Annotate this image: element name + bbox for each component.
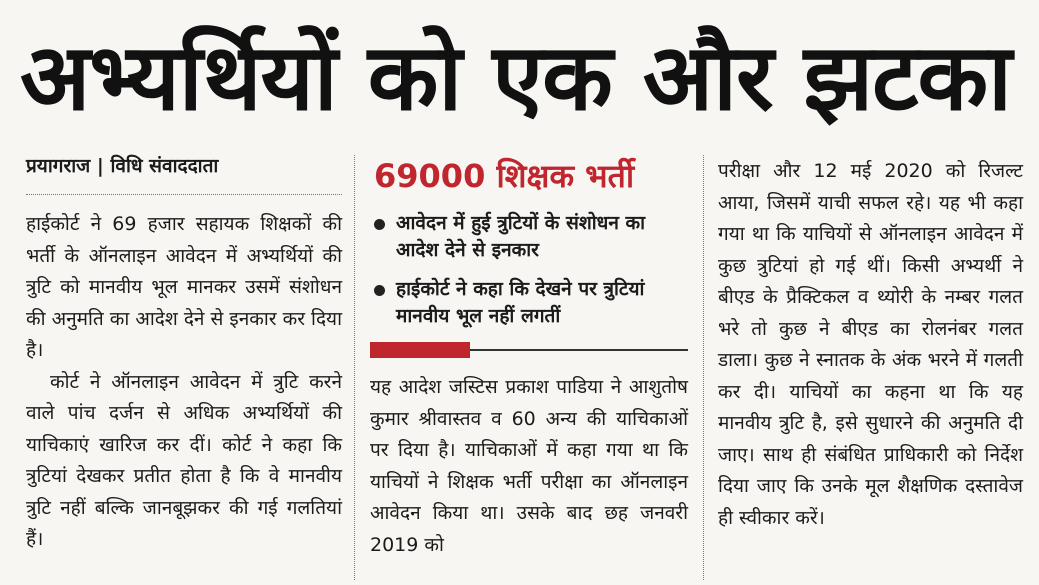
- article-paragraph: कोर्ट ने ऑनलाइन आवेदन में त्रुटि करने वाले पांच दर्जन से अधिक अभ्यर्थियों की याचिकाएं खारिज कर दीं। कोर्ट ने कहा कि त्रुटियां देखकर प्रतीत होता है कि वे मानवीय त्रुटि नहीं बल्कि जानबूझकर की गई गलतियां हैं।: [26, 370, 342, 550]
- highlight-list: [370, 210, 688, 330]
- column-divider: [703, 155, 704, 580]
- byline-author: विधि संवाददाता: [110, 155, 219, 177]
- column-3: [718, 156, 1023, 534]
- article-paragraph: परीक्षा और 12 मई 2020 को रिजल्ट आया, जिसमें याची सफल रहे। यह भी कहा गया था कि याचियों से ऑनलाइन आवेदन में कुछ त्रुटियां हो गई थीं। किसी अभ्यर्थी ने बीएड के प्रैक्टिकल व थ्योरी के नम्बर गलत भरे तो कुछ ने बीएड का रोलनंबर गलत डाला। कुछ ने स्नातक के अंक भरने में गलती कर दी। याचियों का कहना था कि यह मानवीय त्रुटि है, इसे सुधारने की अनुमति दी जाए। साथ ही संबंधित प्राधिकारी को निर्देश दिया जाए कि उनके मूल शैक्षणिक दस्तावेज ही स्वीकार करें।: [718, 160, 1023, 529]
- highlight-item: आवेदन में हुई त्रुटियों के संशोधन का आदेश देने से इनकार: [370, 210, 688, 264]
- headline: अभ्यर्थियों को एक और झटका: [20, 24, 1012, 131]
- byline-place: प्रयागराज: [26, 155, 91, 177]
- accent-rule-line: [470, 349, 688, 351]
- column-2: [370, 152, 688, 561]
- accent-rule-fill: [370, 342, 470, 358]
- section-subhead: 69000 शिक्षक भर्ती: [374, 157, 635, 195]
- article-paragraph: यह आदेश जस्टिस प्रकाश पाडिया ने आशुतोष कुमार श्रीवास्तव व 60 अन्य की याचिकाओं पर दिया है। याचिकाओं में कहा गया था कि याचियों ने शिक्षक भर्ती परीक्षा का ऑनलाइन आवेदन किया था। उसके बाद छह जनवरी 2019 को: [370, 376, 688, 556]
- byline-separator: |: [96, 155, 104, 177]
- byline: [26, 152, 342, 180]
- byline-divider: [26, 194, 342, 195]
- highlight-item: हाईकोर्ट ने कहा कि देखने पर त्रुटियां मानवीय भूल नहीं लगतीं: [370, 276, 688, 330]
- accent-rule: [370, 342, 688, 358]
- article-paragraph: हाईकोर्ट ने 69 हजार सहायक शिक्षकों की भर्ती के ऑनलाइन आवेदन में अभ्यर्थियों की त्रुटि को मानवीय भूल मानकर उसमें संशोधन की अनुमति का आदेश देने से इनकार कर दिया है।: [26, 213, 342, 361]
- column-divider: [354, 155, 355, 580]
- column-1: [26, 152, 342, 556]
